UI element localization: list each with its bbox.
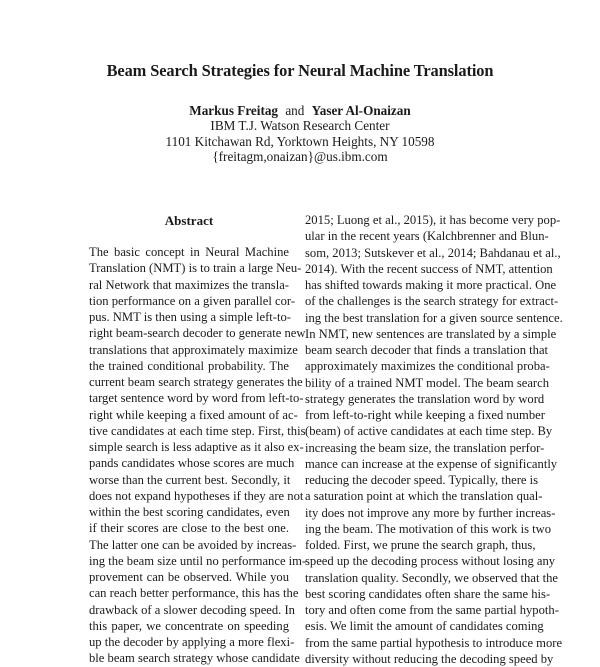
text-line: right beam-search decoder to generate new — [89, 326, 306, 341]
author-block — [0, 103, 600, 164]
text-line: The latter one can be avoided by increas- — [89, 537, 297, 552]
text-line: tion performance on a given parallel cor- — [89, 293, 296, 308]
text-line: from the same partial hypothesis to introduce more — [305, 635, 563, 650]
text-line: ular in the recent years (Kalchbrenner and Blun- — [305, 229, 549, 244]
text-line: simple search is less adaptive as it also ex- — [89, 440, 304, 454]
text-line: translations that approximately maximize — [89, 342, 298, 357]
text-line: (beam) of active candidates at each time step. By — [305, 424, 553, 439]
introduction-body — [305, 212, 563, 667]
text-line: has shifted towards making it more practical. One — [305, 278, 557, 292]
abstract-heading: Abstract — [164, 213, 214, 228]
text-line: Translation (NMT) is to train a large Neu- — [89, 261, 302, 276]
author-names — [0, 103, 600, 118]
text-line: within the best scoring candidates, even — [89, 505, 290, 519]
text-line: the trained conditional probability. The — [89, 358, 289, 373]
text-line: current beam search strategy generates the — [89, 375, 303, 389]
text-line: strategy generates the translation word by word — [305, 391, 545, 406]
text-line: diversity without reducing the decoding speed by — [305, 651, 554, 666]
abstract-body — [89, 244, 307, 667]
text-line: from left-to-right while keeping a fixed number — [305, 408, 545, 422]
text-line: approximately maximizes the conditional proba- — [305, 359, 550, 374]
text-line: ble beam search strategy whose candidate — [89, 651, 300, 666]
text-line: bility of a trained NMT model. The beam search — [305, 375, 549, 390]
text-line: a saturation point at which the translation qual- — [305, 489, 543, 504]
text-line: tive candidates at each time step. First, this — [89, 423, 306, 438]
text-line: translation quality. Secondly, we observed that the — [305, 570, 558, 585]
text-line: ity does not improve any more by further increas- — [305, 505, 556, 520]
text-line: if their scores are close to the best one. — [89, 521, 289, 536]
text-line: som, 2013; Sutskever et al., 2014; Bahdanau et al., — [305, 245, 561, 260]
author-1: Markus Freitag — [189, 103, 279, 118]
text-line: beam search decoder that finds a translation that — [305, 343, 549, 357]
text-line: right while keeping a fixed amount of ac- — [89, 407, 298, 422]
text-line: pands candidates whose scores are much — [89, 456, 295, 471]
text-line: drawback of a slower decoding speed. In — [89, 602, 295, 617]
text-line: mance can increase at the expense of significantly — [305, 456, 558, 471]
text-line: up the decoder by applying a more flexi- — [89, 635, 295, 649]
author-conjunction: and — [285, 103, 305, 118]
text-line: 2015; Luong et al., 2015), it has become very pop- — [305, 213, 561, 227]
text-line: The basic concept in Neural Machine — [89, 245, 289, 259]
text-line: In NMT, new sentences are translated by a simple — [305, 326, 557, 341]
text-line: tory and often come from the same partial hypoth- — [305, 603, 559, 617]
text-line: best scoring candidates often share the same his- — [305, 586, 551, 601]
text-line: target sentence word by word from left-to- — [89, 391, 304, 406]
email: {freitagm,onaizan}@us.ibm.com — [212, 148, 388, 164]
text-line: worse than the current best. Secondly, it — [89, 472, 291, 487]
text-line: increasing the beam size, the translation perfor- — [305, 440, 545, 455]
text-line: 2014). With the recent success of NMT, attention — [305, 261, 553, 276]
affiliation: IBM T.J. Watson Research Center — [210, 118, 390, 134]
text-line: this paper, we concentrate on speeding — [89, 618, 289, 633]
text-line: ing the best translation for a given source sentence. — [305, 310, 563, 325]
paper-title: Beam Search Strategies for Neural Machine Translation — [106, 61, 494, 80]
text-line: pus. NMT is then using a simple left-to- — [89, 310, 291, 324]
text-line: does not expand hypotheses if they are not — [89, 488, 304, 503]
text-line: ral Network that maximizes the transla- — [89, 277, 289, 292]
text-line: esis. We limit the amount of candidates coming — [305, 619, 544, 634]
text-line: ing the beam. The motivation of this work is two — [305, 521, 552, 536]
text-line: can reach better performance, this has the — [89, 586, 299, 601]
text-line: folded. First, we prune the search graph, thus, — [305, 538, 536, 552]
text-line: of the challenges is the search strategy for extract- — [305, 294, 559, 309]
text-line: ing the beam size until no performance im- — [89, 553, 307, 568]
text-line: speed up the decoding process without losing any — [305, 554, 556, 569]
text-line: reducing the decoder speed. Typically, there is — [305, 473, 539, 487]
address: 1101 Kitchawan Rd, Yorktown Heights, NY 10598 — [165, 133, 435, 149]
author-2: Yaser Al-Onaizan — [311, 103, 411, 118]
text-line: provement can be observed. While you — [89, 570, 289, 584]
